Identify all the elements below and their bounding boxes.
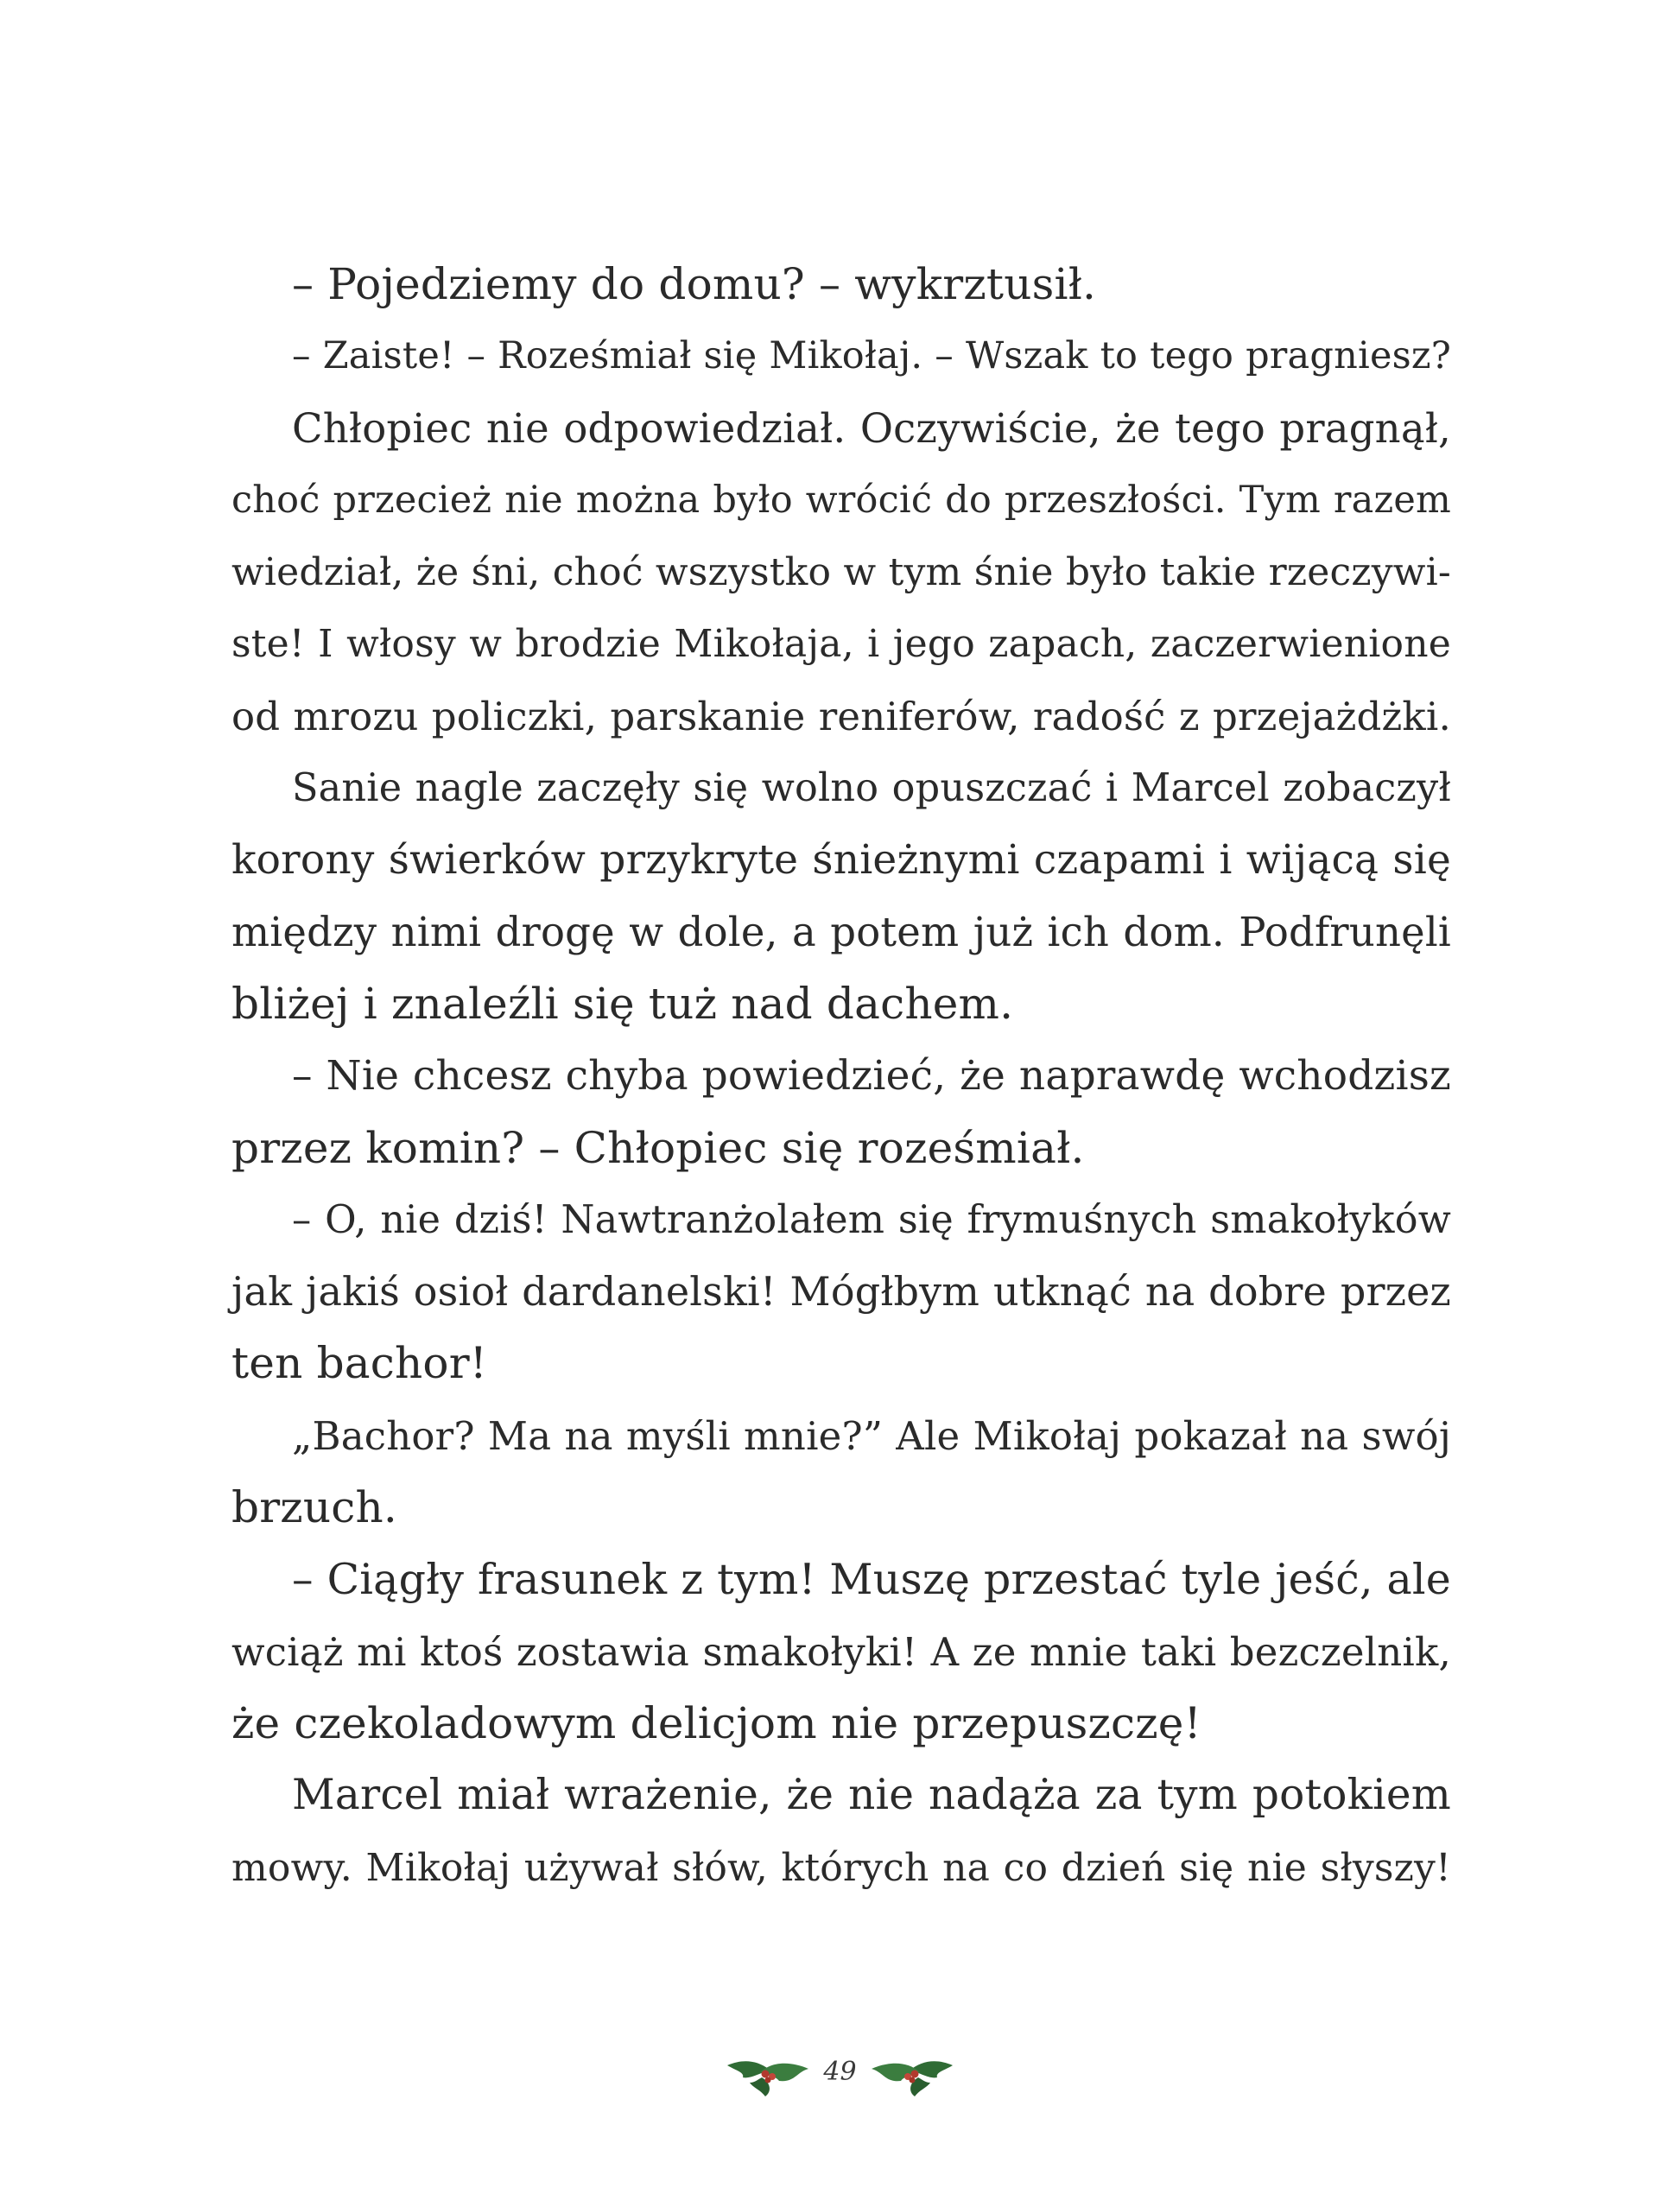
text-line: bliżej i znaleźli się tuż nad dachem. [231, 978, 1014, 1029]
text-line: Chłopiec nie odpowiedział. Oczywiście, że tego pragnął, [292, 404, 1451, 452]
text-line: przez komin? – Chłopiec się roześmiał. [231, 1122, 1085, 1173]
text-line: ten bachor! [231, 1338, 488, 1389]
holly-icon [868, 2053, 954, 2102]
page-number: 49 [823, 2057, 857, 2087]
text-line: „Bachor? Ma na myśli mnie?” Ale Mikołaj pokazał na swój [292, 1412, 1451, 1459]
text-line: Sanie nagle zaczęły się wolno opuszczać i Marcel zobaczył [292, 766, 1451, 811]
text-line: od mrozu policzki, parskanie reniferów, radość z przejażdżki. [231, 693, 1451, 739]
text-line: mowy. Mikołaj używał słów, których na co dzień się nie słyszy! [231, 1845, 1451, 1890]
text-line: choć przecież nie można było wrócić do przeszłości. Tym razem [231, 478, 1451, 522]
text-line: wciąż mi ktoś zostawia smakołyki! A ze mnie taki bezczelnik, [231, 1628, 1451, 1675]
body-text [231, 249, 1451, 1904]
text-line: brzuch. [231, 1482, 397, 1533]
text-line: wiedział, że śni, choć wszystko w tym śnie było takie rzeczywi- [231, 550, 1451, 595]
text-line: – Zaiste! – Roześmiał się Mikołaj. – Wszak to tego pragniesz? [292, 334, 1451, 378]
text-line: – Pojedziemy do domu? – wykrztusił. [292, 259, 1097, 309]
text-line: że czekoladowym delicjom nie przepuszczę! [231, 1697, 1201, 1748]
text-line: Marcel miał wrażenie, że nie nadąża za tym potokiem [292, 1771, 1451, 1820]
text-line: – Ciągły frasunek z tym! Muszę przestać tyle jeść, ale [292, 1555, 1451, 1605]
page-footer [726, 2052, 954, 2103]
text-line: korony świerków przykryte śnieżnymi czapami i wijącą się [231, 836, 1451, 885]
text-line: – O, nie dziś! Nawtranżolałem się frymuśnych smakołyków [292, 1197, 1451, 1242]
text-line: jak jakiś osioł dardanelski! Mógłbym utknąć na dobre przez [231, 1268, 1451, 1316]
text-line: między nimi drogę w dole, a potem już ich dom. Podfrunęli [231, 908, 1451, 955]
holly-icon [726, 2053, 812, 2102]
text-line: ste! I włosy w brodzie Mikołaja, i jego zapach, zaczerwienione [231, 622, 1451, 667]
text-line: – Nie chcesz chyba powiedzieć, że naprawdę wchodzisz [292, 1052, 1451, 1100]
